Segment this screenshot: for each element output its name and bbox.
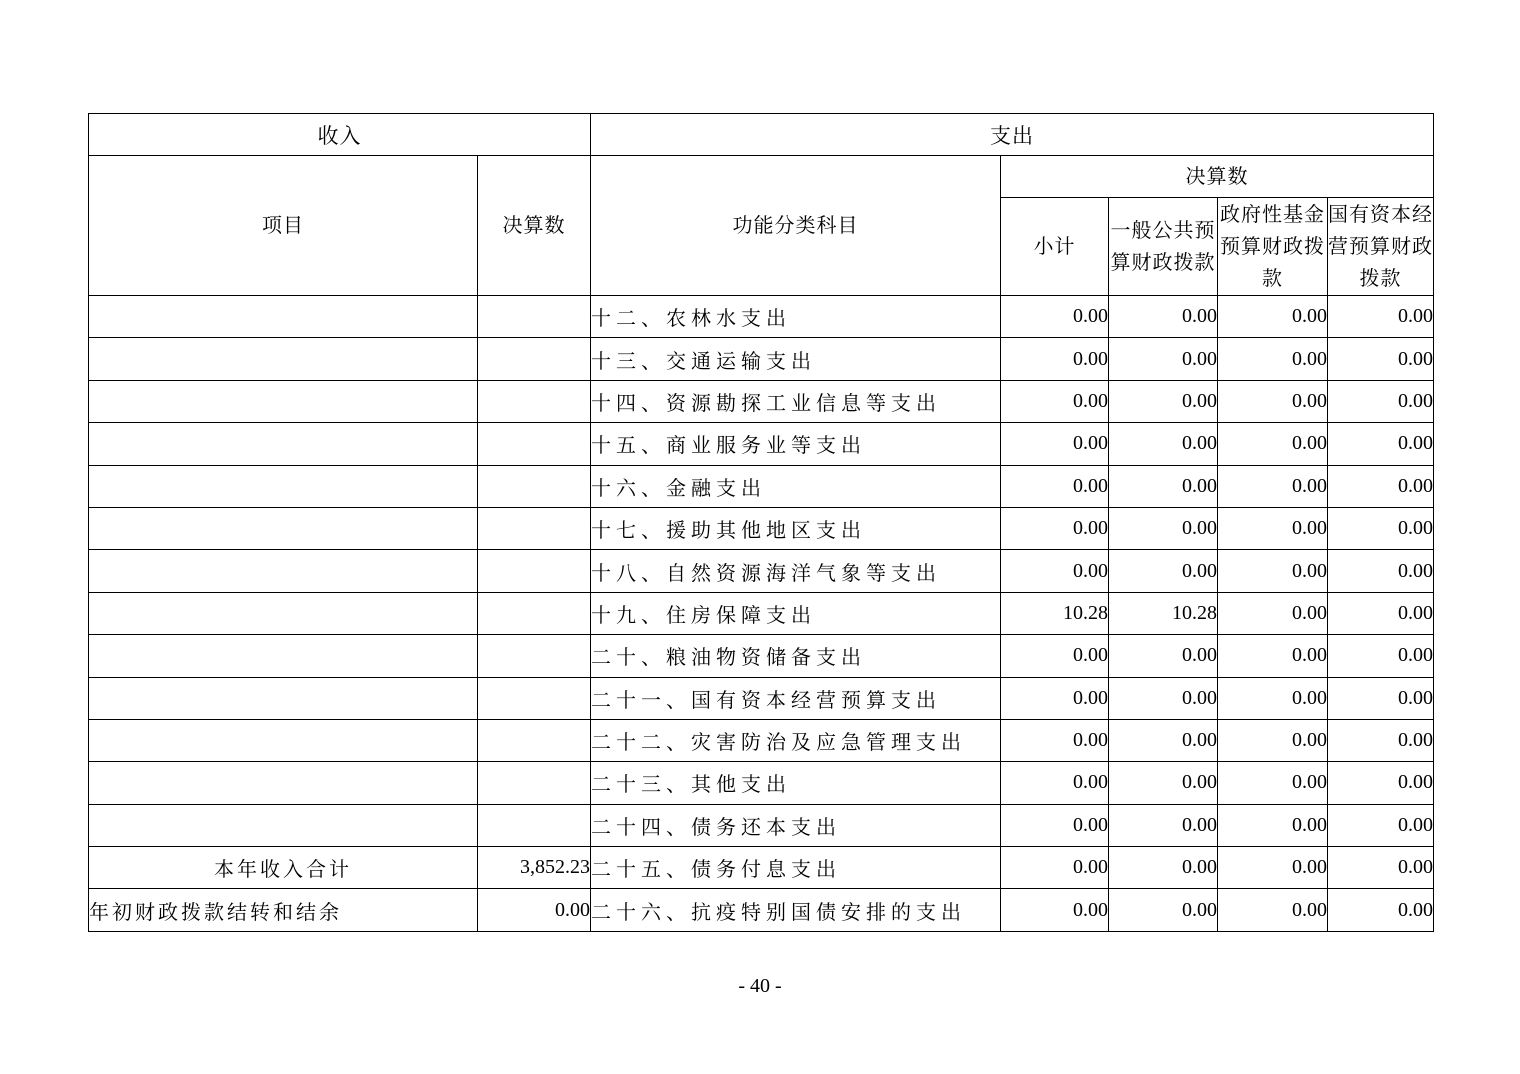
government-fund-value-cell: 0.00 (1218, 338, 1328, 380)
income-amount-cell (478, 423, 591, 465)
income-item-cell (89, 296, 478, 338)
government-fund-value-cell: 0.00 (1218, 677, 1328, 719)
state-capital-value-cell: 0.00 (1328, 635, 1434, 677)
general-public-value-cell: 0.00 (1109, 762, 1218, 804)
income-amount-cell (478, 635, 591, 677)
general-public-value-cell: 0.00 (1109, 296, 1218, 338)
general-public-value-cell: 0.00 (1109, 847, 1218, 889)
government-fund-value-cell: 0.00 (1218, 719, 1328, 761)
state-capital-value-cell: 0.00 (1328, 380, 1434, 422)
general-public-value-cell: 0.00 (1109, 423, 1218, 465)
government-fund-value-cell: 0.00 (1218, 507, 1328, 549)
income-amount-cell (478, 762, 591, 804)
table-row (89, 635, 1434, 677)
subtotal-value-cell: 0.00 (1001, 550, 1109, 592)
income-amount-cell (478, 550, 591, 592)
page-number: - 40 - (738, 975, 782, 997)
state-capital-value-cell: 0.00 (1328, 804, 1434, 846)
table-row (89, 338, 1434, 380)
income-amount-column-header: 决算数 (478, 156, 591, 296)
general-public-value-cell: 0.00 (1109, 550, 1218, 592)
subtotal-value-cell: 0.00 (1001, 762, 1109, 804)
income-item-cell (89, 380, 478, 422)
income-amount-cell (478, 592, 591, 634)
income-amount-cell (478, 296, 591, 338)
income-amount-cell (478, 719, 591, 761)
general-public-value-cell: 0.00 (1109, 889, 1218, 931)
state-capital-value-cell: 0.00 (1328, 847, 1434, 889)
expenditure-subject-cell: 二十六、抗疫特别国债安排的支出 (591, 889, 1001, 931)
general-public-budget-column-header: 一般公共预算财政拨款 (1109, 198, 1218, 296)
budget-table (88, 113, 1434, 932)
state-capital-value-cell: 0.00 (1328, 677, 1434, 719)
state-capital-value-cell: 0.00 (1328, 762, 1434, 804)
government-fund-value-cell: 0.00 (1218, 550, 1328, 592)
expenditure-section-header: 支出 (591, 114, 1434, 156)
expenditure-subject-column-header: 功能分类科目 (591, 156, 1001, 296)
expenditure-subject-cell: 二十、粮油物资储备支出 (591, 635, 1001, 677)
table-row (89, 296, 1434, 338)
government-fund-value-cell: 0.00 (1218, 465, 1328, 507)
general-public-value-cell: 0.00 (1109, 635, 1218, 677)
subtotal-value-cell: 0.00 (1001, 338, 1109, 380)
government-fund-value-cell: 0.00 (1218, 423, 1328, 465)
expenditure-subject-cell: 十四、资源勘探工业信息等支出 (591, 380, 1001, 422)
general-public-value-cell: 0.00 (1109, 507, 1218, 549)
table-row (89, 719, 1434, 761)
table-row (89, 423, 1434, 465)
general-public-value-cell: 0.00 (1109, 804, 1218, 846)
state-capital-value-cell: 0.00 (1328, 719, 1434, 761)
general-public-value-cell: 10.28 (1109, 592, 1218, 634)
table-row (89, 677, 1434, 719)
state-capital-value-cell: 0.00 (1328, 296, 1434, 338)
general-public-value-cell: 0.00 (1109, 465, 1218, 507)
table-row (89, 804, 1434, 846)
income-amount-cell (478, 465, 591, 507)
subtotal-value-cell: 0.00 (1001, 507, 1109, 549)
subtotal-value-cell: 0.00 (1001, 296, 1109, 338)
income-total-amount-cell: 3,852.23 (478, 847, 591, 889)
expenditure-subject-cell: 十七、援助其他地区支出 (591, 507, 1001, 549)
subtotal-value-cell: 0.00 (1001, 635, 1109, 677)
subtotal-column-header: 小计 (1001, 198, 1109, 296)
subtotal-value-cell: 0.00 (1001, 677, 1109, 719)
subtotal-value-cell: 10.28 (1001, 592, 1109, 634)
income-item-cell (89, 677, 478, 719)
income-item-cell (89, 762, 478, 804)
state-capital-budget-column-header: 国有资本经营预算财政拨款 (1328, 198, 1434, 296)
expenditure-subject-cell: 二十二、灾害防治及应急管理支出 (591, 719, 1001, 761)
income-item-cell (89, 592, 478, 634)
subtotal-value-cell: 0.00 (1001, 804, 1109, 846)
carryover-label-cell: 年初财政拨款结转和结余 (89, 889, 478, 931)
expenditure-subject-cell: 十二、农林水支出 (591, 296, 1001, 338)
expenditure-subject-cell: 十三、交通运输支出 (591, 338, 1001, 380)
income-amount-cell (478, 338, 591, 380)
table-row (89, 380, 1434, 422)
government-fund-budget-column-header: 政府性基金预算财政拨款 (1218, 198, 1328, 296)
income-item-cell (89, 719, 478, 761)
income-item-column-header: 项目 (89, 156, 478, 296)
income-amount-cell (478, 507, 591, 549)
subtotal-value-cell: 0.00 (1001, 465, 1109, 507)
subtotal-value-cell: 0.00 (1001, 847, 1109, 889)
expenditure-amount-group-header: 决算数 (1001, 156, 1434, 198)
table-row (89, 592, 1434, 634)
general-public-value-cell: 0.00 (1109, 677, 1218, 719)
table-row-section-headers (89, 114, 1434, 156)
table-row (89, 465, 1434, 507)
income-amount-cell (478, 677, 591, 719)
expenditure-subject-cell: 十九、住房保障支出 (591, 592, 1001, 634)
state-capital-value-cell: 0.00 (1328, 338, 1434, 380)
government-fund-value-cell: 0.00 (1218, 380, 1328, 422)
state-capital-value-cell: 0.00 (1328, 507, 1434, 549)
table-row-carryover (89, 889, 1434, 931)
government-fund-value-cell: 0.00 (1218, 762, 1328, 804)
government-fund-value-cell: 0.00 (1218, 889, 1328, 931)
expenditure-subject-cell: 十五、商业服务业等支出 (591, 423, 1001, 465)
general-public-value-cell: 0.00 (1109, 338, 1218, 380)
carryover-amount-cell: 0.00 (478, 889, 591, 931)
state-capital-value-cell: 0.00 (1328, 423, 1434, 465)
expenditure-subject-cell: 二十四、债务还本支出 (591, 804, 1001, 846)
table-row (89, 507, 1434, 549)
table-row (89, 550, 1434, 592)
subtotal-value-cell: 0.00 (1001, 423, 1109, 465)
income-item-cell (89, 423, 478, 465)
table-row-income-total (89, 847, 1434, 889)
government-fund-value-cell: 0.00 (1218, 296, 1328, 338)
table-row (89, 762, 1434, 804)
income-item-cell (89, 338, 478, 380)
income-item-cell (89, 635, 478, 677)
income-item-cell (89, 507, 478, 549)
state-capital-value-cell: 0.00 (1328, 889, 1434, 931)
income-amount-cell (478, 380, 591, 422)
government-fund-value-cell: 0.00 (1218, 592, 1328, 634)
subtotal-value-cell: 0.00 (1001, 889, 1109, 931)
income-item-cell (89, 804, 478, 846)
government-fund-value-cell: 0.00 (1218, 847, 1328, 889)
expenditure-subject-cell: 二十一、国有资本经营预算支出 (591, 677, 1001, 719)
state-capital-value-cell: 0.00 (1328, 465, 1434, 507)
table-row-column-headers (89, 156, 1434, 198)
income-item-cell (89, 550, 478, 592)
subtotal-value-cell: 0.00 (1001, 719, 1109, 761)
state-capital-value-cell: 0.00 (1328, 550, 1434, 592)
expenditure-subject-cell: 二十三、其他支出 (591, 762, 1001, 804)
income-section-header: 收入 (89, 114, 591, 156)
expenditure-subject-cell: 十八、自然资源海洋气象等支出 (591, 550, 1001, 592)
income-total-label-cell: 本年收入合计 (89, 847, 478, 889)
state-capital-value-cell: 0.00 (1328, 592, 1434, 634)
general-public-value-cell: 0.00 (1109, 380, 1218, 422)
government-fund-value-cell: 0.00 (1218, 635, 1328, 677)
expenditure-subject-cell: 十六、金融支出 (591, 465, 1001, 507)
income-amount-cell (478, 804, 591, 846)
income-item-cell (89, 465, 478, 507)
general-public-value-cell: 0.00 (1109, 719, 1218, 761)
government-fund-value-cell: 0.00 (1218, 804, 1328, 846)
expenditure-subject-cell: 二十五、债务付息支出 (591, 847, 1001, 889)
subtotal-value-cell: 0.00 (1001, 380, 1109, 422)
